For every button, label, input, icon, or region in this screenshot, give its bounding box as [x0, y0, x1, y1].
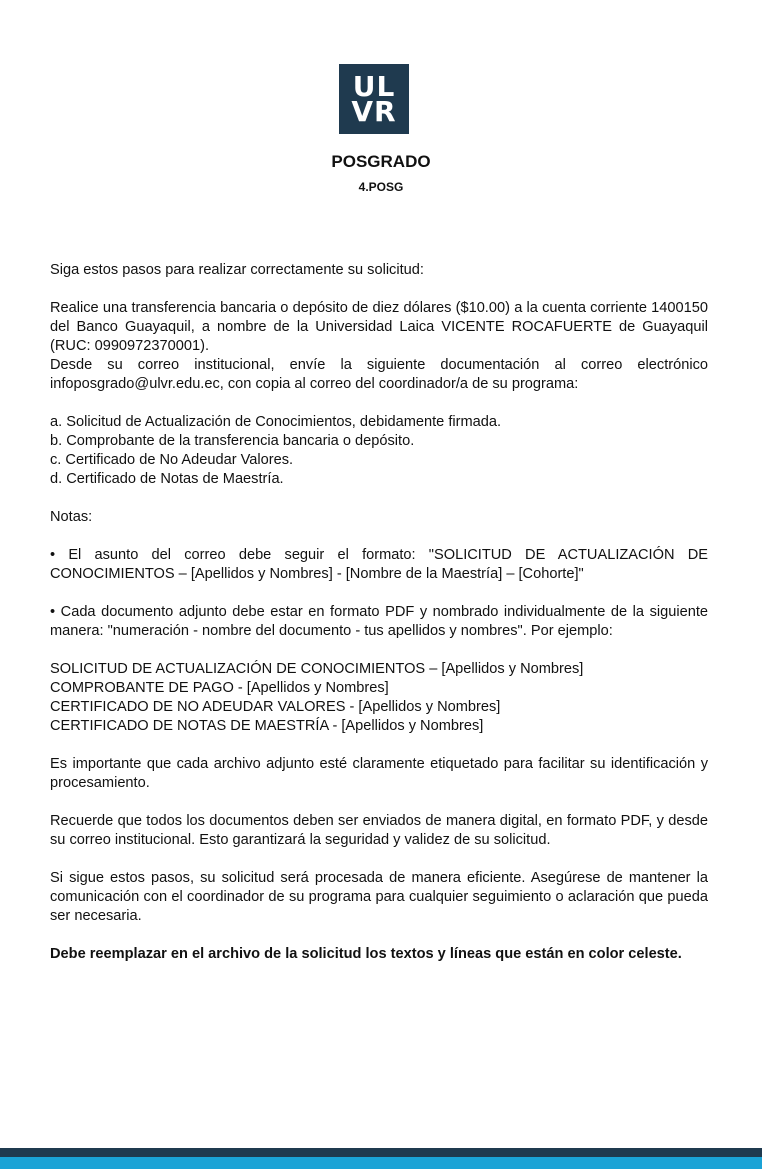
document-item: b. Comprobante de la transferencia bancaria o depósito. [50, 433, 415, 449]
document-body [50, 261, 708, 964]
page-title: POSGRADO [331, 152, 431, 171]
footer-bar-light [0, 1157, 762, 1169]
example-item: CERTIFICADO DE NOTAS DE MAESTRÍA - [Apellidos y Nombres] [50, 718, 484, 734]
example-item: SOLICITUD DE ACTUALIZACIÓN DE CONOCIMIENTOS – [Apellidos y Nombres] [50, 661, 584, 677]
note-item: • El asunto del correo debe seguir el formato: "SOLICITUD DE ACTUALIZACIÓN DE CONOCIMIENTOS – [Apellidos y Nombres] - [Nombre de la Maestría] – [Cohorte]" [50, 547, 708, 582]
document-item: d. Certificado de Notas de Maestría. [50, 471, 284, 487]
final-note: Debe reemplazar en el archivo de la solicitud los textos y líneas que están en color celeste. [50, 946, 682, 962]
logo-line-2: VR [351, 95, 397, 128]
paragraph: Recuerde que todos los documentos deben ser enviados de manera digital, en formato PDF, y desde su correo institucional. Esto garantizará la seguridad y validez de su solicitud. [50, 813, 708, 848]
note-item: • Cada documento adjunto debe estar en formato PDF y nombrado individualmente de la siguiente manera: "numeración - nombre del documento - tus apellidos y nombres". Por ejemplo: [50, 604, 708, 639]
intro-text: Siga estos pasos para realizar correctamente su solicitud: [50, 262, 424, 278]
ulvr-logo [339, 64, 409, 134]
document-code: 4.POSG [358, 180, 404, 194]
example-item: CERTIFICADO DE NO ADEUDAR VALORES - [Apellidos y Nombres] [50, 699, 501, 715]
document-item: a. Solicitud de Actualización de Conocimientos, debidamente firmada. [50, 414, 502, 430]
send-instructions: Desde su correo institucional, envíe la siguiente documentación al correo electrónico infoposgrado@ulvr.edu.ec, con copia al correo del coordinador/a de su programa: [50, 357, 708, 392]
document-item: c. Certificado de No Adeudar Valores. [50, 452, 294, 468]
logo-line-1: UL [352, 70, 396, 103]
transfer-instructions: Realice una transferencia bancaria o depósito de diez dólares ($10.00) a la cuenta corriente 1400150 del Banco Guayaquil, a nombre de la Universidad Laica VICENTE ROCAFUERTE de Guayaquil (RUC: 0990972370001). [50, 300, 708, 354]
paragraph: Si sigue estos pasos, su solicitud será procesada de manera eficiente. Asegúrese de mantener la comunicación con el coordinador de su programa para cualquier seguimiento o aclaración que pueda ser necesaria. [50, 870, 708, 924]
footer-bar-dark [0, 1148, 762, 1157]
paragraph: Es importante que cada archivo adjunto esté claramente etiquetado para facilitar su identificación y procesamiento. [50, 756, 708, 791]
example-item: COMPROBANTE DE PAGO - [Apellidos y Nombres] [50, 680, 389, 696]
notes-label: Notas: [50, 509, 93, 525]
